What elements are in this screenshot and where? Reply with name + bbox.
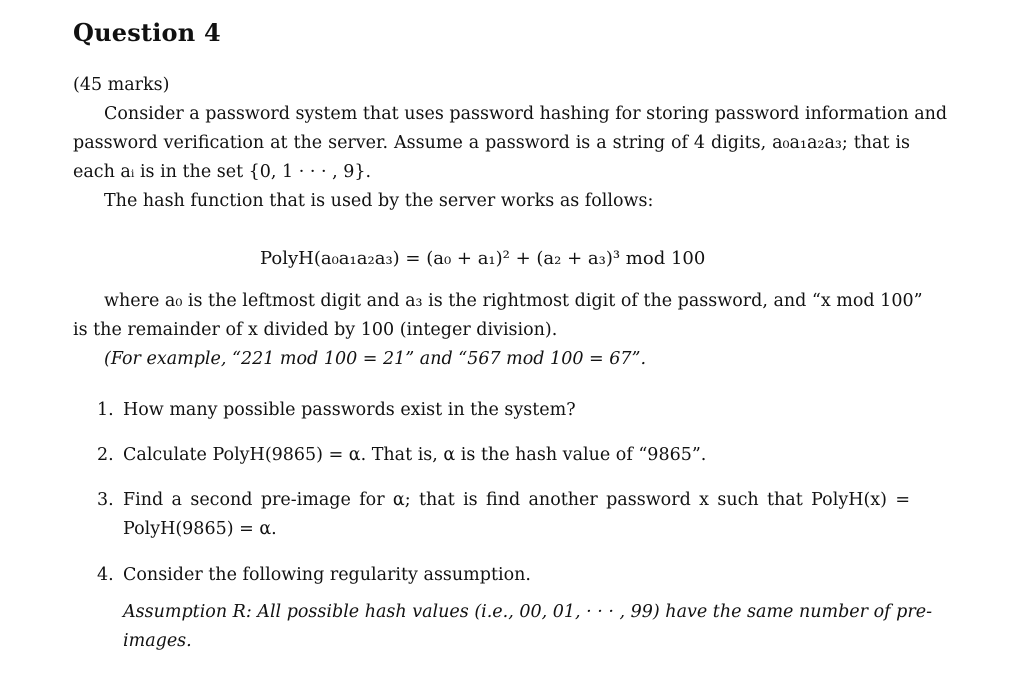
where-line-2: is the remainder of x divided by 100 (integer division). — [73, 320, 558, 340]
intro-line-3: each aᵢ is in the set {0, 1 · · · , 9}. — [73, 162, 372, 182]
item-number: 3. — [97, 490, 114, 510]
marks-label: (45 marks) — [73, 75, 170, 95]
example-line: (For example, “221 mod 100 = 21” and “567 mod 100 = 67”. — [104, 349, 647, 369]
item-number: 4. — [97, 565, 114, 585]
item-text: Find a second pre-image for α; that is find another password x such that PolyH(x) = — [123, 490, 910, 510]
item-text: How many possible passwords exist in the system? — [123, 400, 576, 420]
item-number: 1. — [97, 400, 114, 420]
where-line-1: where a₀ is the leftmost digit and a₃ is the rightmost digit of the password, and “x mod 100” — [104, 291, 923, 311]
assumption-line-2: images. — [123, 631, 192, 651]
item-text-continued: PolyH(9865) = α. — [123, 519, 277, 539]
item-text: Calculate PolyH(9865) = α. That is, α is the hash value of “9865”. — [123, 445, 707, 465]
intro-line-1: Consider a password system that uses password hashing for storing password information and — [104, 104, 948, 124]
item-text: Consider the following regularity assumption. — [123, 565, 531, 585]
hash-formula: PolyH(a₀a₁a₂a₃) = (a₀ + a₁)² + (a₂ + a₃)³ mod 100 — [260, 248, 706, 269]
intro-line-4: The hash function that is used by the server works as follows: — [104, 191, 654, 211]
item-number: 2. — [97, 445, 114, 465]
intro-line-2: password verification at the server. Assume a password is a string of 4 digits, a₀a₁a₂a₃; that is — [73, 133, 910, 153]
question-title: Question 4 — [73, 18, 221, 47]
assumption-line-1: Assumption R: All possible hash values (i.e., 00, 01, · · · , 99) have the same number of pre- — [123, 602, 932, 622]
